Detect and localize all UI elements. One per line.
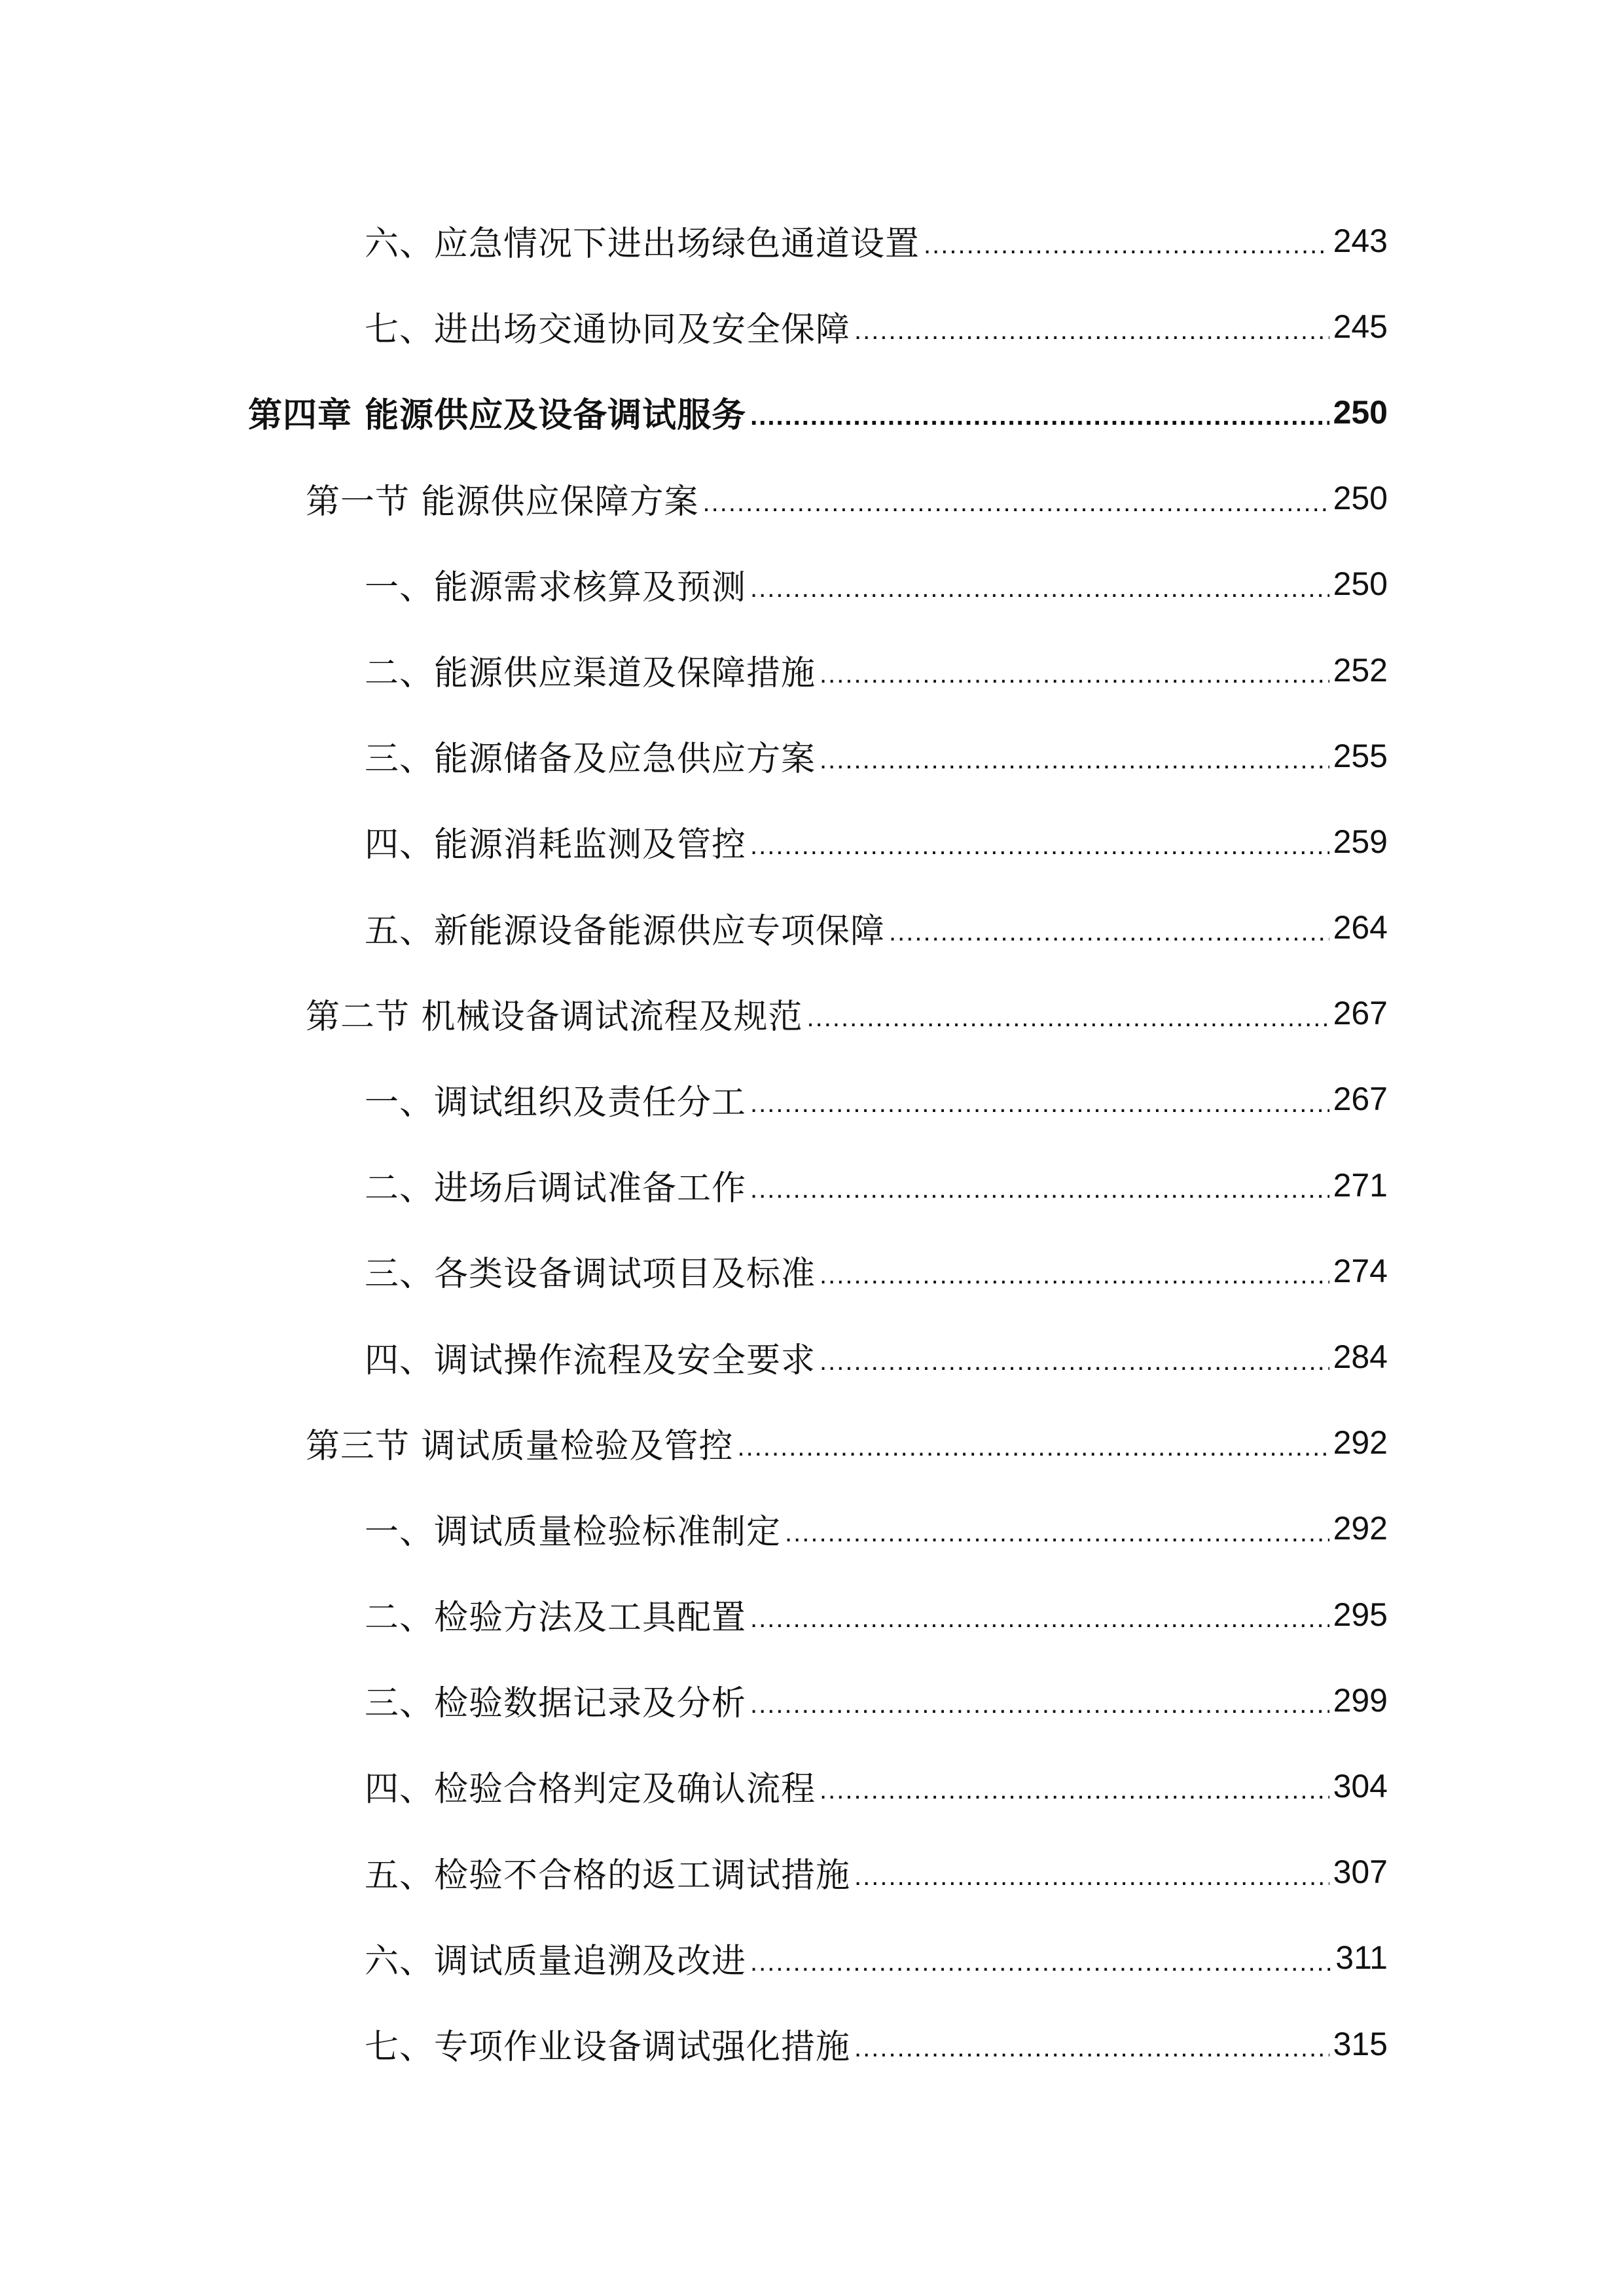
toc-entry-page-number: 304: [1333, 1767, 1388, 1804]
toc-entry-title: 六、应急情况下进出场绿色通道设置: [365, 224, 920, 264]
toc-subsection-entry[interactable]: [365, 885, 1388, 971]
toc-entry-page-number: 243: [1333, 222, 1388, 259]
toc-subsection-entry[interactable]: [365, 1657, 1388, 1743]
dot-leader: [750, 1939, 1331, 1977]
toc-entry-title: 三、检验数据记录及分析: [365, 1684, 747, 1724]
toc-entry-page-number: 292: [1333, 1510, 1388, 1547]
dot-leader: [750, 1080, 1329, 1119]
toc-entry-page-number: 259: [1333, 823, 1388, 860]
toc-subsection-entry[interactable]: [365, 798, 1388, 884]
toc-entry-page-number: 299: [1333, 1681, 1388, 1719]
table-of-contents: [0, 198, 1624, 2087]
dot-leader: [785, 1509, 1329, 1548]
dot-leader: [750, 1681, 1329, 1719]
dot-leader: [820, 736, 1329, 775]
toc-entry-page-number: 295: [1333, 1596, 1388, 1633]
toc-entry-page-number: 250: [1333, 565, 1388, 603]
dot-leader: [889, 908, 1329, 947]
toc-subsection-entry[interactable]: [365, 1228, 1388, 1314]
toc-section-entry[interactable]: [306, 1400, 1388, 1486]
dot-leader: [750, 393, 1329, 431]
toc-entry-title: 一、调试质量检验标准制定: [365, 1512, 782, 1552]
dot-leader: [924, 221, 1329, 260]
toc-subsection-entry[interactable]: [365, 713, 1388, 798]
toc-entry-page-number: 255: [1333, 737, 1388, 774]
toc-entry-page-number: 284: [1333, 1338, 1388, 1376]
toc-entry-title: 四、能源消耗监测及管控: [365, 825, 747, 865]
toc-entry-page-number: 252: [1333, 651, 1388, 689]
toc-entry-title: 二、检验方法及工具配置: [365, 1598, 747, 1638]
toc-entry-page-number: 307: [1333, 1854, 1388, 1891]
toc-subsection-entry[interactable]: [365, 1571, 1388, 1657]
toc-entry-title: 六、调试质量追溯及改进: [365, 1941, 747, 1981]
toc-entry-title: 五、新能源设备能源供应专项保障: [365, 911, 886, 951]
toc-subsection-entry[interactable]: [365, 1486, 1388, 1571]
toc-subsection-entry[interactable]: [365, 1314, 1388, 1399]
dot-leader: [750, 565, 1329, 603]
toc-entry-page-number: 267: [1333, 1081, 1388, 1118]
toc-entry-title: 第四章 能源供应及设备调试服务: [248, 396, 747, 436]
toc-subsection-entry[interactable]: [365, 1829, 1388, 1915]
toc-subsection-entry[interactable]: [365, 2001, 1388, 2087]
toc-subsection-entry[interactable]: [365, 541, 1388, 627]
toc-subsection-entry[interactable]: [365, 198, 1388, 283]
toc-entry-page-number: 315: [1333, 2025, 1388, 2062]
toc-entry-page-number: 311: [1335, 1939, 1388, 1977]
toc-entry-page-number: 292: [1333, 1424, 1388, 1462]
toc-entry-title: 四、检验合格判定及确认流程: [365, 1770, 816, 1810]
toc-subsection-entry[interactable]: [365, 1142, 1388, 1228]
toc-subsection-entry[interactable]: [365, 1743, 1388, 1829]
toc-section-entry[interactable]: [306, 456, 1388, 541]
toc-subsection-entry[interactable]: [365, 627, 1388, 713]
toc-entry-page-number: 250: [1333, 393, 1388, 431]
toc-entry-title: 第二节 机械设备调试流程及规范: [306, 997, 803, 1037]
toc-entry-title: 五、检验不合格的返工调试措施: [365, 1856, 851, 1895]
dot-leader: [750, 822, 1329, 861]
toc-entry-title: 一、能源需求核算及预测: [365, 567, 747, 607]
toc-entry-title: 四、调试操作流程及安全要求: [365, 1340, 816, 1380]
dot-leader: [703, 479, 1329, 518]
toc-entry-title: 七、专项作业设备调试强化措施: [365, 2028, 851, 2068]
toc-entry-title: 三、各类设备调试项目及标准: [365, 1255, 816, 1295]
dot-leader: [750, 1166, 1329, 1204]
dot-leader: [854, 2024, 1329, 2063]
dot-leader: [750, 1595, 1329, 1634]
dot-leader: [820, 651, 1329, 689]
toc-entry-page-number: 271: [1333, 1166, 1388, 1204]
toc-subsection-entry[interactable]: [365, 283, 1388, 369]
toc-entry-title: 第一节 能源供应保障方案: [306, 482, 699, 522]
toc-entry-page-number: 250: [1333, 480, 1388, 517]
toc-subsection-entry[interactable]: [365, 1056, 1388, 1142]
toc-entry-page-number: 267: [1333, 995, 1388, 1032]
dot-leader: [738, 1424, 1329, 1462]
dot-leader: [820, 1338, 1329, 1376]
toc-entry-title: 七、进出场交通协同及安全保障: [365, 310, 851, 350]
toc-entry-title: 第三节 调试质量检验及管控: [306, 1426, 734, 1466]
toc-entry-page-number: 264: [1333, 909, 1388, 946]
toc-section-entry[interactable]: [306, 971, 1388, 1056]
toc-subsection-entry[interactable]: [365, 1915, 1388, 2001]
dot-leader: [807, 994, 1329, 1033]
dot-leader: [820, 1251, 1329, 1290]
toc-entry-title: 二、进场后调试准备工作: [365, 1169, 747, 1209]
toc-entry-title: 一、调试组织及责任分工: [365, 1083, 747, 1122]
toc-chapter-entry[interactable]: [248, 369, 1388, 455]
dot-leader: [820, 1767, 1329, 1805]
dot-leader: [854, 1853, 1329, 1892]
dot-leader: [854, 307, 1329, 346]
toc-entry-page-number: 274: [1333, 1252, 1388, 1289]
toc-entry-title: 二、能源供应渠道及保障措施: [365, 654, 816, 694]
toc-entry-page-number: 245: [1333, 308, 1388, 345]
toc-entry-title: 三、能源储备及应急供应方案: [365, 740, 816, 780]
